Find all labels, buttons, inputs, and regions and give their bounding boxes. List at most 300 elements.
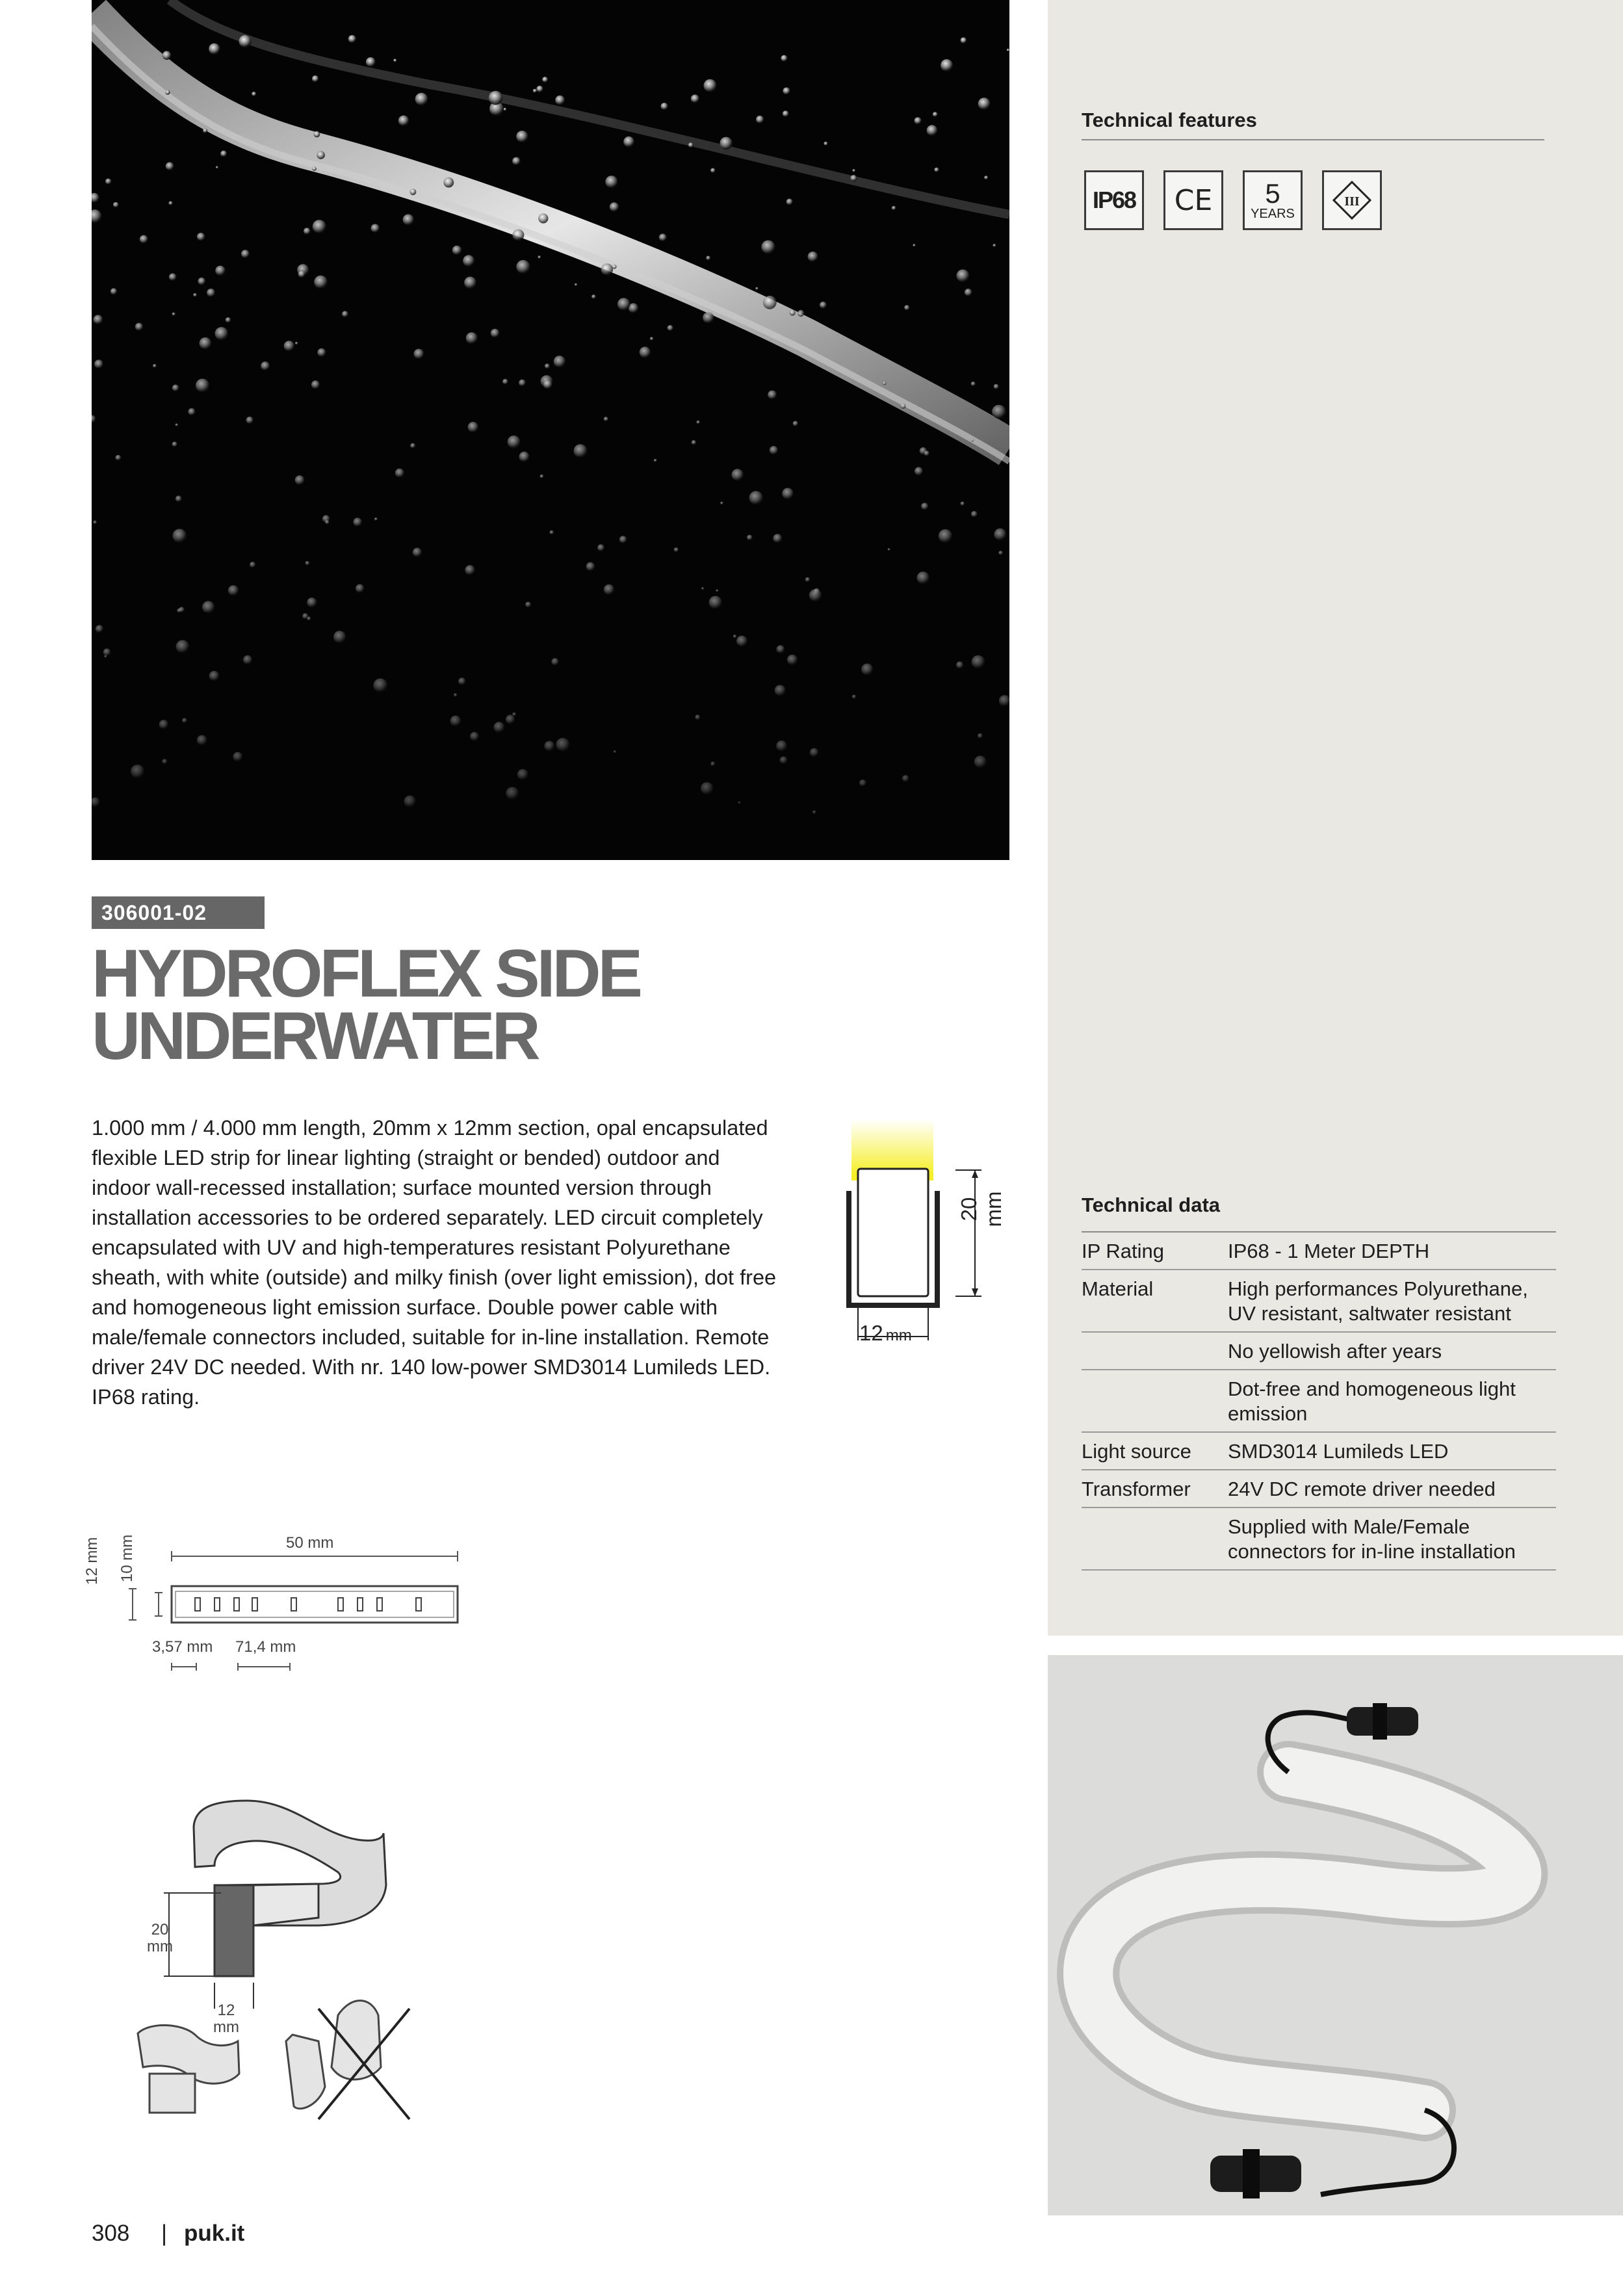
bubble (463, 255, 474, 267)
bubble (706, 256, 710, 261)
bubble (333, 631, 346, 643)
bubble (601, 263, 614, 276)
row-value: Dot-free and homogeneous light emission (1228, 1377, 1516, 1425)
bubble (374, 517, 378, 521)
table-row (1082, 1470, 1556, 1508)
bubble (809, 589, 822, 602)
bubble (464, 277, 476, 289)
bubble (674, 547, 679, 552)
bubble (113, 202, 119, 208)
bend-height-value: 20 (151, 1921, 169, 1938)
bubble (731, 469, 744, 481)
bubble (228, 585, 239, 596)
bubble (198, 278, 205, 285)
bubble (538, 255, 541, 259)
bubble (604, 417, 608, 421)
technical-features-divider (1082, 139, 1544, 140)
ip68-label: IP68 (1092, 187, 1136, 213)
page-title (92, 936, 742, 1074)
bubble (550, 530, 554, 535)
bubble (504, 108, 507, 111)
bubble (393, 59, 396, 62)
bubble (974, 756, 987, 768)
bubble (747, 535, 753, 541)
bubble (610, 202, 619, 212)
bubble (793, 421, 798, 426)
section-height-label: 20 mm (957, 1191, 1006, 1227)
row-label: Material (1082, 1277, 1154, 1300)
bubble (203, 129, 207, 133)
strip-edge-gap-label: 3,57 mm (152, 1638, 213, 1656)
bubble (749, 491, 763, 504)
technical-features-title: Technical features (1082, 109, 1257, 131)
bubble (776, 645, 785, 653)
bubble (179, 607, 185, 613)
bubble (716, 590, 718, 592)
bubble (371, 224, 380, 233)
bubble (545, 363, 550, 369)
bubble (317, 151, 325, 159)
bubble (317, 348, 326, 357)
bubble (373, 679, 387, 693)
bubble (241, 250, 250, 258)
bubble (468, 422, 479, 433)
bubble (808, 252, 818, 262)
bubble (443, 177, 454, 188)
bubble (94, 315, 103, 324)
bubble (105, 179, 111, 185)
bend-width-value: 12 (217, 2002, 235, 2019)
bubble (233, 752, 242, 762)
bubble (140, 235, 148, 244)
bubble (305, 561, 310, 566)
product-description: 1.000 mm / 4.000 mm length, 20mm x 12mm section, opal encapsulated flexible LED strip for linear lighting (straight or bended) outdoor and indoor wall-recessed installation; surface mounted version through installation accessories to be ordered separately. LED circuit completely encapsulated with UV and high-temperatures resistant Polyurethane sheath, with white (outside) and milky finish (over light emission), dot free and homogeneous light emission surface. Double power cable with male/female connectors included, suitable for in-line installation. Remote driver 24V DC needed. With nr. 140 low-power SMD3014 Lumileds LED. IP68 rating. (92, 1116, 777, 1409)
product-code: 306001-02 (92, 896, 265, 929)
bubble (110, 288, 117, 294)
bubble (314, 276, 328, 289)
bubble (824, 142, 827, 146)
bubble (544, 741, 554, 751)
bubble (169, 273, 177, 281)
bubble (162, 759, 167, 764)
bubble (538, 213, 548, 223)
bubble (668, 325, 673, 331)
row-label: Transformer (1082, 1478, 1191, 1500)
bubble (196, 379, 209, 393)
bubble (798, 310, 804, 317)
bubble (574, 444, 588, 458)
bubble (783, 87, 790, 94)
bubble (591, 294, 596, 299)
bubble (998, 551, 1003, 555)
class-iii-label: III (1344, 194, 1360, 209)
bubble (555, 96, 565, 105)
bubble (246, 417, 253, 424)
bubble (763, 296, 777, 309)
bubble (342, 311, 348, 317)
bubble (325, 520, 330, 525)
bubble (810, 748, 819, 757)
bubble (413, 548, 422, 557)
bubble (542, 77, 548, 83)
bubble (805, 577, 811, 582)
bubble (939, 529, 952, 543)
bubble (284, 341, 294, 351)
table-row (1082, 1508, 1556, 1571)
row-label: IP Rating (1082, 1240, 1164, 1262)
bubble (216, 166, 218, 169)
bubble (661, 103, 668, 110)
bubble (597, 544, 604, 551)
bubble (115, 455, 121, 461)
bubble (458, 677, 466, 685)
bubble (956, 661, 963, 668)
bubble (761, 241, 775, 254)
bubble (913, 244, 915, 246)
bubble (659, 233, 667, 241)
bubble (604, 584, 614, 595)
bubble (859, 779, 866, 787)
row-label (1082, 1339, 1228, 1364)
bubble (252, 92, 256, 96)
bubble (209, 671, 220, 681)
bubble (197, 735, 207, 746)
bubble (298, 270, 305, 278)
bubble (543, 380, 552, 389)
bubble (250, 562, 255, 567)
bubble (961, 502, 965, 506)
bubble (103, 649, 111, 657)
bubble (540, 475, 544, 478)
bubble (703, 312, 714, 323)
bubble (994, 384, 999, 389)
section-width-value: 12 (859, 1321, 883, 1345)
bubble (243, 655, 252, 664)
technical-data-title: Technical data (1082, 1194, 1221, 1216)
row-value: SMD3014 Lumileds LED (1228, 1440, 1449, 1463)
bubble (961, 37, 967, 44)
bubble (776, 740, 787, 751)
table-row (1082, 1433, 1556, 1470)
bubble (904, 305, 909, 310)
ce-icon (1163, 170, 1223, 230)
bubble (415, 93, 428, 106)
bubble (450, 716, 461, 727)
bubble (104, 655, 107, 658)
bubble (921, 502, 928, 510)
bubble (304, 228, 311, 235)
bubble (508, 436, 521, 449)
bubble (209, 44, 220, 55)
title-line-2: UNDERWATER (92, 998, 538, 1074)
row-value: Supplied with Male/Female connectors for in-line installation (1228, 1515, 1516, 1563)
bubble (978, 98, 991, 110)
bubble (312, 75, 318, 82)
bubble (465, 565, 475, 575)
bubble (756, 116, 764, 124)
bubble (650, 337, 654, 341)
bubble (612, 265, 617, 269)
bubble (720, 137, 732, 150)
bubble (902, 775, 909, 782)
bubble (193, 293, 197, 297)
bubble (586, 562, 595, 571)
bubble (525, 602, 531, 608)
page-number: 308 (92, 2221, 130, 2246)
bubble (972, 655, 985, 669)
section-width-unit: mm (885, 1327, 912, 1344)
bubble (470, 732, 479, 741)
bubble (409, 189, 416, 195)
bubble (168, 201, 172, 205)
bubble (892, 206, 896, 211)
bubble (623, 137, 634, 148)
bubble (704, 79, 717, 92)
bubble (404, 796, 416, 808)
bend-height-label (147, 1922, 173, 1955)
bubble (348, 35, 356, 43)
bubble (900, 404, 905, 409)
bubble (619, 536, 627, 543)
bubble (654, 459, 657, 462)
table-row (1082, 1270, 1556, 1333)
bubble (820, 302, 827, 309)
bubble (153, 364, 157, 368)
bubble (812, 811, 816, 815)
bubble (783, 111, 789, 117)
bubble (536, 86, 543, 92)
bubble (135, 323, 143, 331)
bubble (512, 712, 516, 716)
bubble (971, 382, 976, 386)
bubble (533, 89, 537, 93)
bubble (517, 769, 528, 780)
bubble (614, 750, 616, 753)
bubble (738, 802, 741, 804)
bubble (173, 529, 187, 543)
table-row (1082, 1333, 1556, 1370)
bubble (506, 715, 515, 725)
bubble (502, 379, 508, 385)
bubble (971, 511, 978, 517)
bubble (519, 452, 530, 462)
bubble (994, 528, 1006, 541)
table-row (1082, 1233, 1556, 1270)
bend-width-unit: mm (213, 2018, 239, 2036)
bubble (916, 571, 929, 584)
row-value: IP68 - 1 Meter DEPTH (1228, 1240, 1430, 1262)
bubble (188, 408, 195, 415)
bubble (709, 596, 722, 609)
bubble (96, 625, 103, 633)
row-label (1082, 1515, 1228, 1564)
bubble (162, 51, 172, 60)
bubble (506, 787, 519, 800)
bubble (159, 720, 169, 729)
bubble (775, 685, 786, 696)
bubble (452, 246, 462, 255)
row-label: Light source (1082, 1440, 1191, 1463)
row-value: 24V DC remote driver needed (1228, 1478, 1496, 1500)
bubble (176, 640, 190, 654)
strip-inner-height-label: 10 mm (118, 1534, 136, 1582)
bubble (295, 475, 305, 485)
bubble (313, 220, 326, 233)
product-photo (1048, 1655, 1623, 2215)
bubble (512, 157, 521, 166)
ip68-icon (1084, 170, 1144, 230)
bubble (165, 90, 170, 94)
bubble (640, 346, 651, 358)
bubble (175, 495, 182, 502)
bubble (226, 317, 231, 323)
bubble (915, 117, 922, 124)
bubble (202, 601, 214, 614)
bubble (617, 298, 630, 311)
bubble (172, 385, 179, 392)
bubble (551, 658, 559, 666)
bubble (755, 287, 759, 291)
warranty-number: 5 (1265, 178, 1280, 209)
bubble (927, 125, 938, 136)
bubble (512, 229, 524, 241)
bubble (312, 166, 317, 171)
bubble (239, 35, 251, 47)
strip-pitch-label: 71,4 mm (235, 1638, 296, 1656)
bubble (491, 329, 500, 338)
strip-drawing (104, 1548, 468, 1678)
bubble (888, 548, 890, 551)
bubble (166, 162, 174, 170)
bubble (207, 289, 215, 297)
bubble (302, 613, 308, 619)
section-width-label (859, 1321, 912, 1346)
warranty-unit: YEARS (1251, 207, 1295, 221)
bubble (710, 762, 715, 766)
bubble (398, 116, 409, 126)
bubble (356, 584, 365, 594)
bubble (781, 55, 787, 62)
bubble (182, 718, 187, 724)
bubble (395, 469, 404, 478)
bubble (311, 380, 320, 389)
bubble (941, 59, 953, 72)
bubble (773, 534, 782, 543)
bubble (575, 283, 577, 286)
bubble (934, 168, 939, 172)
bend-drawing (123, 1781, 422, 2158)
row-value: No yellowish after years (1228, 1340, 1442, 1363)
title-line-1: HYDROFLEX SIDE (92, 936, 640, 1011)
warranty-icon (1243, 170, 1303, 230)
bubble (175, 423, 179, 426)
bubble (516, 260, 530, 274)
bubble (1007, 49, 1009, 51)
bubble (780, 757, 788, 764)
bubble (366, 57, 376, 67)
bubble (295, 342, 298, 345)
bend-height-unit: mm (147, 1938, 173, 1955)
footer-separator: | (161, 2221, 168, 2246)
bubble (861, 664, 873, 675)
bubble (200, 337, 212, 350)
bubble (933, 112, 938, 117)
bubble (710, 168, 716, 174)
bubble (787, 655, 798, 665)
bubble (978, 733, 983, 738)
bubble (516, 131, 528, 142)
bubble (768, 391, 777, 400)
bubble (410, 443, 415, 449)
bubble (852, 169, 855, 172)
bubble (984, 176, 988, 179)
bubble (94, 359, 103, 369)
bubble (701, 782, 714, 795)
bubble (353, 517, 362, 527)
bubble (172, 441, 177, 447)
footer-website[interactable]: puk.it (184, 2221, 245, 2246)
bubble (466, 332, 478, 344)
bubble (519, 380, 526, 387)
bubble (720, 502, 723, 505)
bubble (786, 199, 793, 205)
bubble (403, 215, 414, 226)
bubble (736, 636, 747, 647)
bubble (790, 310, 796, 316)
bubble (172, 313, 175, 316)
bubble (971, 439, 974, 442)
bubble (915, 467, 923, 475)
bubble (692, 440, 696, 445)
bubble (993, 244, 996, 247)
bubble (992, 405, 1006, 419)
bubble (924, 450, 929, 456)
ce-label: CE (1174, 183, 1213, 217)
hero-image (92, 0, 1009, 860)
row-label (1082, 1377, 1228, 1426)
bubble (307, 597, 317, 607)
bend-width-label (213, 2002, 239, 2036)
bubble (261, 361, 270, 371)
strip-length-label: 50 mm (286, 1534, 334, 1552)
bubble (782, 488, 794, 500)
class-iii-icon (1322, 170, 1382, 230)
bubble (489, 91, 503, 105)
bubble (770, 446, 778, 454)
bubble (695, 714, 700, 720)
bubble (701, 587, 704, 590)
bubble (554, 356, 565, 367)
bubble (883, 382, 887, 385)
bubble (733, 634, 737, 638)
bubble (691, 94, 699, 103)
bubble (215, 327, 229, 341)
bubble (852, 695, 857, 699)
row-value: High performances Polyurethane, UV resistant, saltwater resistant (1228, 1277, 1528, 1325)
bubble (493, 722, 504, 733)
bubble (414, 349, 424, 359)
bubble (131, 764, 144, 778)
bubble (215, 266, 226, 276)
table-row (1082, 1370, 1556, 1433)
bubble (314, 131, 320, 138)
bubble (696, 421, 700, 424)
bubble (556, 738, 569, 751)
bubble (220, 151, 227, 157)
bubble (957, 269, 970, 282)
bubble (688, 142, 694, 148)
bubble (93, 521, 97, 525)
